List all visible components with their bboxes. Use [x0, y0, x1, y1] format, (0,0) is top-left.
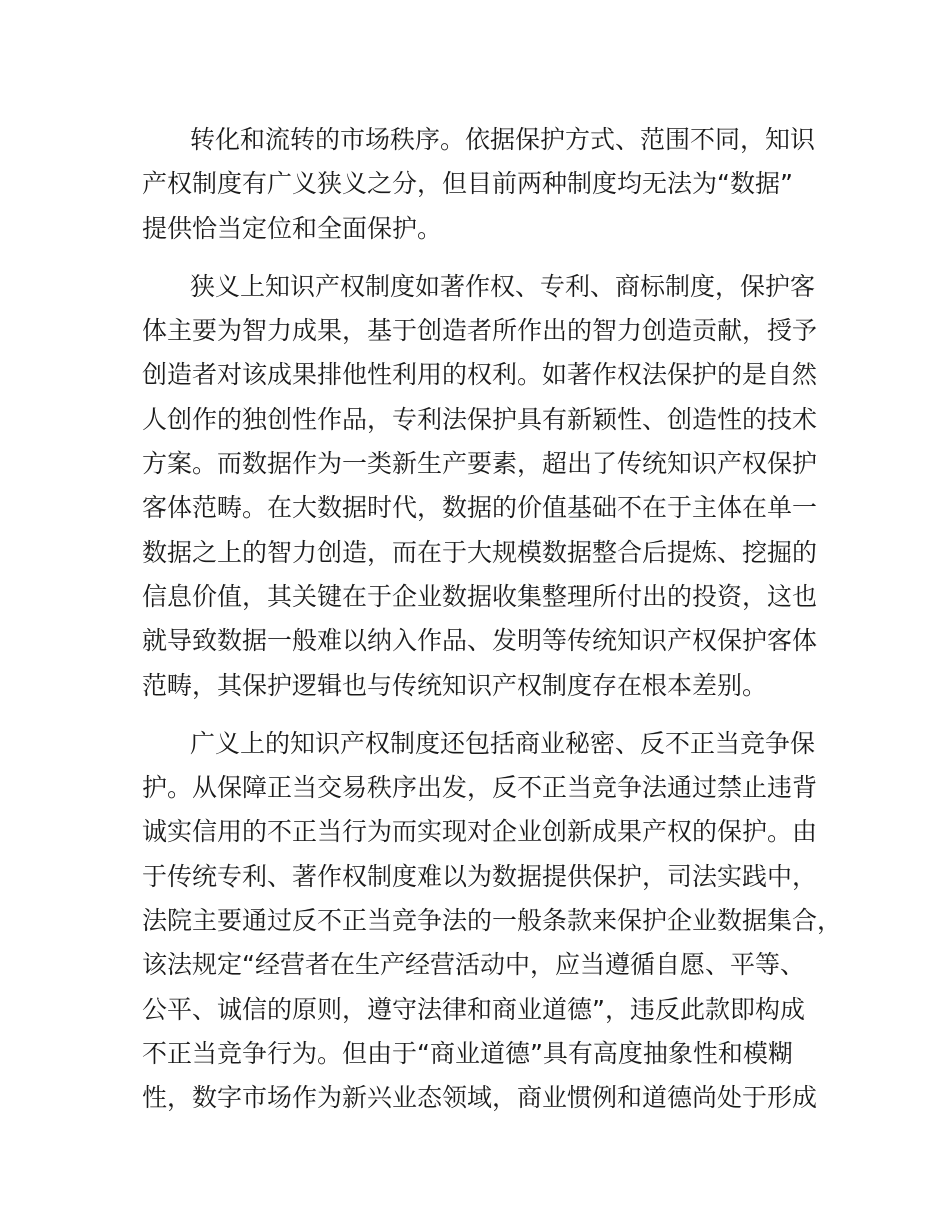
body-text: [142, 118, 843, 1121]
paragraph-3: [142, 722, 843, 1121]
text-line: 于传统专利、著作权制度难以为数据提供保护，司法实践中，: [142, 861, 818, 891]
text-line: 狭义上知识产权制度如著作权、专利、商标制度，保护客: [190, 271, 816, 301]
text-line: 广义上的知识产权制度还包括商业秘密、反不正当竞争保: [190, 728, 816, 758]
text-line: 人创作的独创性作品，专利法保护具有新颖性、创造性的技术: [142, 404, 818, 434]
text-line: 创造者对该成果排他性利用的权利。如著作权法保护的是自然: [142, 360, 818, 390]
text-line: 范畴，其保护逻辑也与传统知识产权制度存在根本差别。: [142, 670, 768, 700]
text-line: 不正当竞争行为。但由于“商业道德”具有高度抽象性和模糊: [142, 1038, 793, 1068]
paragraph-2: [142, 265, 832, 708]
text-line: 护。从保障正当交易秩序出发，反不正当竞争法通过禁止违背: [142, 773, 818, 803]
text-line: 就导致数据一般难以纳入作品、发明等传统知识产权保护客体: [142, 626, 818, 656]
paragraph-spacer: [142, 251, 832, 265]
paragraph-spacer: [142, 708, 832, 722]
text-line: 诚实信用的不正当行为而实现对企业创新成果产权的保护。由: [142, 817, 818, 847]
text-line: 性，数字市场作为新兴业态领域，商业惯例和道德尚处于形成: [142, 1083, 818, 1113]
text-line: 数据之上的智力创造，而在于大规模数据整合后提炼、挖掘的: [142, 537, 818, 567]
text-line: 产权制度有广义狭义之分，但目前两种制度均无法为“数据”: [142, 169, 793, 199]
text-line: 信息价值，其关键在于企业数据收集整理所付出的投资，这也: [142, 581, 818, 611]
paragraph-1: [142, 118, 832, 251]
text-line: 法院主要通过反不正当竞争法的一般条款来保护企业数据集合，: [142, 906, 843, 936]
text-line: 方案。而数据作为一类新生产要素，超出了传统知识产权保护: [142, 449, 818, 479]
text-line: 客体范畴。在大数据时代，数据的价值基础不在于主体在单一: [142, 493, 818, 523]
text-line: 转化和流转的市场秩序。依据保护方式、范围不同，知识: [190, 125, 816, 154]
text-line: 公平、诚信的原则，遵守法律和商业道德”，违反此款即构成: [142, 994, 805, 1024]
text-line: 该法规定“经营者在生产经营活动中，应当遵循自愿、平等、: [142, 950, 805, 980]
text-line: 体主要为智力成果，基于创造者所作出的智力创造贡献，授予: [142, 316, 818, 346]
text-line: 提供恰当定位和全面保护。: [142, 213, 443, 243]
